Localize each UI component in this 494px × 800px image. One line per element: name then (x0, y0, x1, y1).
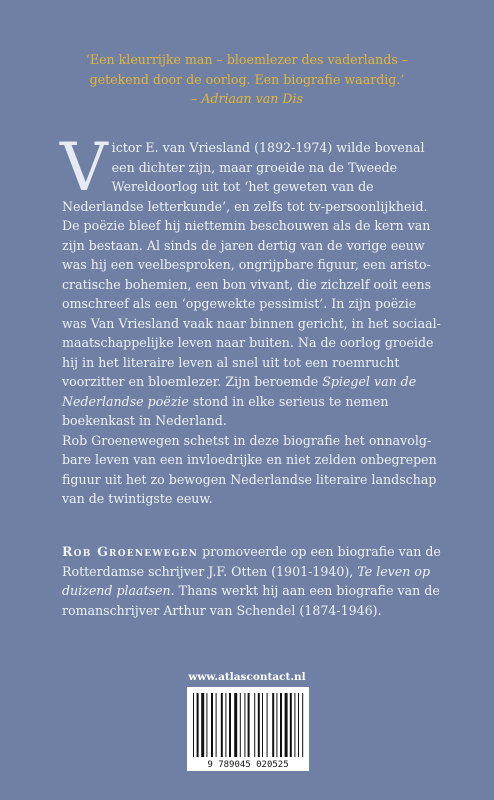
barcode-bar (248, 693, 250, 757)
barcode-bar (294, 693, 295, 757)
barcode-bar (290, 693, 292, 757)
barcode-bar (262, 693, 263, 757)
bio-text-1: promoveerde op een biografie van de Rotterdamse schrijver J.F. Otten (1901-1940), (62, 544, 441, 579)
barcode-bar (221, 693, 223, 757)
barcode-bar (216, 693, 217, 757)
quote-attribution: – Adriaan van Dis (191, 91, 303, 106)
blurb-text-end: stond in elke serieus te nemen boekenkast in Nederland. (62, 393, 389, 428)
barcode-bar (211, 693, 213, 757)
book-title-spiegel: Spiegel van de Nederlandse poëzie (62, 374, 417, 409)
barcode-bar (229, 693, 231, 757)
barcode-bar (272, 693, 274, 757)
drop-cap: V (60, 129, 108, 206)
author-name: Rob Groenewegen (62, 544, 199, 559)
author-bio (62, 542, 442, 620)
barcode-bar (285, 693, 288, 757)
barcode-bar (280, 693, 282, 757)
quote-line-2: getekend door de oorlog. Een biografie waardig.’ (89, 71, 405, 87)
barcode-bar (276, 693, 277, 757)
barcode-bar (193, 693, 194, 757)
barcode-bar (234, 693, 237, 757)
barcode-bar (244, 693, 245, 757)
publisher-url[interactable]: www.atlascontact.nl (188, 671, 306, 683)
barcode-bar (201, 693, 204, 757)
barcode-bar (298, 693, 299, 757)
barcode-bar (258, 693, 260, 757)
endorsement-quote (0, 50, 494, 109)
barcode-bar (225, 693, 226, 757)
blurb (60, 129, 442, 509)
isbn-barcode (187, 687, 309, 771)
barcode-bar (254, 693, 255, 757)
blurb-paragraph-2: Rob Groenewegen schetst in deze biografie het onnavolgbare leven van een invloedrijke en niet zelden onbegrepen figuur uit het zo bewogen Nederlandse literaire landschap van de twintigste eeuw. (62, 432, 437, 506)
bio-text-2: . Thans werkt hij aan een biografie van de romanschrijver Arthur van Schendel (1874-1946). (62, 583, 440, 618)
barcode-bar (197, 693, 199, 757)
barcode-bar (206, 693, 207, 757)
blurb-text-start: ictor E. van Vriesland (1892-1974) wilde bovenal een dichter zijn, maar groeide na de Tweede Wereldoorlog uit tot ‘het geweten van de Nederlandse letterkunde’, en zelfs tot tv-persoonlijkheid. De poëzie bleef hij niettemin beschouwen als de kern van zijn bestaan. Al sinds de jaren dertig van de vorige eeuw was hij een veelbesproken, ongrijpbare figuur, een aristocratische bohemien, een bon vivant, die zichzelf ooit eens omschreef als een ‘opgewekte pessimist’. In zijn poëzie was Van Vriesland vaak naar binnen gericht, in het sociaal-maatschappelijke leven naar buiten. Na de oorlog groeide hij in het literaire leven al snel uit tot een roemrucht voorzitter en bloemlezer. Zijn beroemde (62, 140, 441, 389)
dissertation-title: Te leven op duizend plaatsen (62, 563, 431, 598)
barcode-bar (240, 693, 241, 757)
isbn-number: 9 789045 020525 (207, 760, 289, 770)
barcode-bar (267, 693, 268, 757)
quote-line-1: ‘Een kleurrijke man – bloemlezer des vaderlands – (85, 52, 409, 67)
blurb-paragraph-1 (60, 129, 442, 431)
barcode-graphic (187, 687, 309, 771)
barcode-bar (302, 693, 303, 757)
